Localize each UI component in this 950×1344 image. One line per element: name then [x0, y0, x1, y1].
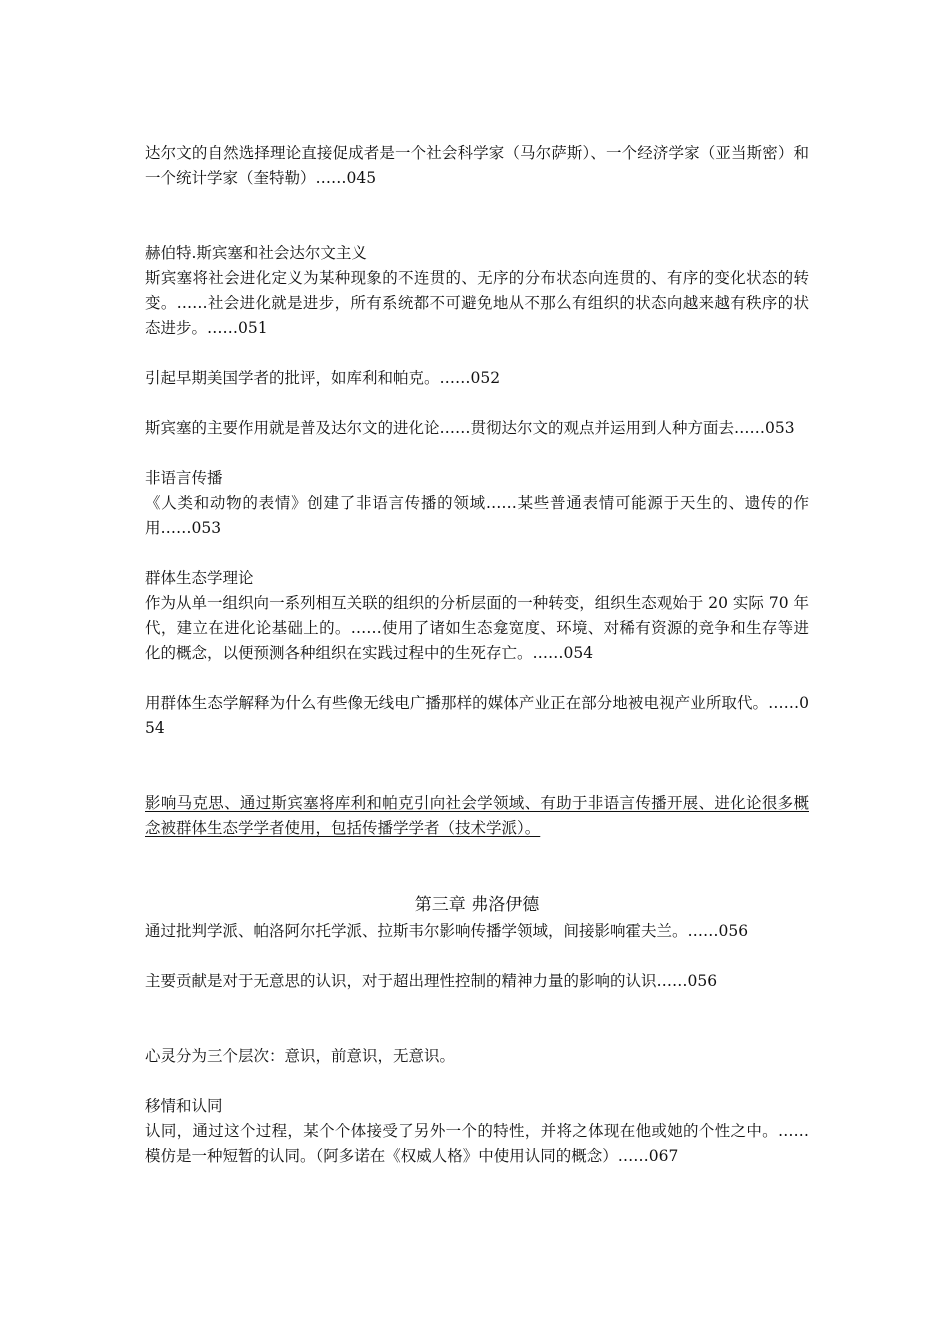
spacer	[145, 541, 809, 566]
spacer	[145, 666, 809, 691]
paragraph-darwin-influences: 达尔文的自然选择理论直接促成者是一个社会科学家（马尔萨斯）、一个经济学家（亚当斯密）和一个统计学家（奎特勒）……045	[145, 144, 809, 187]
paragraph-population-ecology: 作为从单一组织向一系列相互关联的组织的分析层面的一种转变，组织生态观始于 20 实际 70 年代，建立在进化论基础上的。……使用了诸如生态龛宽度、环境、对稀有资源的竞争和生存等进化的概念，以便预测各种组织在实践过程中的生死存亡。……054	[145, 594, 809, 662]
paragraph-spencer-definition: 斯宾塞将社会进化定义为某种现象的不连贯的、无序的分布状态向连贯的、有序的变化状态的转变。……社会进化就是进步，所有系统都不可避免地从不那么有组织的状态向越来越有秩序的状态进步。……051	[145, 269, 809, 337]
chapter-title: 第三章 弗洛伊德	[414, 895, 540, 915]
spacer	[145, 441, 809, 466]
spacer	[145, 841, 809, 891]
paragraph-freud-contribution: 主要贡献是对于无意思的认识，对于超出理性控制的精神力量的影响的认识……056	[145, 972, 718, 990]
paragraph-media-industry: 用群体生态学解释为什么有些像无线电广播那样的媒体产业正在部分地被电视产业所取代。……054	[145, 694, 809, 737]
document-page	[145, 141, 809, 1169]
heading-nonverbal: 非语言传播	[145, 469, 223, 487]
heading-identification: 移情和认同	[145, 1097, 223, 1115]
spacer	[145, 341, 809, 366]
spacer	[145, 391, 809, 416]
spacer	[145, 741, 809, 791]
paragraph-nonverbal: 《人类和动物的表情》创建了非语言传播的领域……某些普通表情可能源于天生的、遗传的作用……053	[145, 494, 809, 537]
paragraph-identification: 认同，通过这个过程，某个个体接受了另外一个的特性，并将之体现在他或她的个性之中。……模仿是一种短暂的认同。（阿多诺在《权威人格》中使用认同的概念）……067	[145, 1122, 809, 1165]
heading-spencer: 赫伯特.斯宾塞和社会达尔文主义	[145, 244, 367, 262]
paragraph-freud-influence: 通过批判学派、帕洛阿尔托学派、拉斯韦尔影响传播学领域，间接影响霍夫兰。……056	[145, 922, 749, 940]
paragraph-criticism: 引起早期美国学者的批评，如库利和帕克。……052	[145, 369, 501, 387]
spacer	[145, 1069, 809, 1094]
spacer	[145, 191, 809, 241]
spacer	[145, 994, 809, 1044]
spacer	[145, 944, 809, 969]
summary-underlined: 影响马克思、通过斯宾塞将库利和帕克引向社会学领域、有助于非语言传播开展、进化论很多概念被群体生态学学者使用，包括传播学学者（技术学派）。	[145, 794, 809, 837]
heading-population-ecology: 群体生态学理论	[145, 569, 254, 587]
paragraph-mind-levels: 心灵分为三个层次：意识，前意识，无意识。	[145, 1047, 456, 1065]
paragraph-spencer-role: 斯宾塞的主要作用就是普及达尔文的进化论……贯彻达尔文的观点并运用到人种方面去……053	[145, 419, 795, 437]
